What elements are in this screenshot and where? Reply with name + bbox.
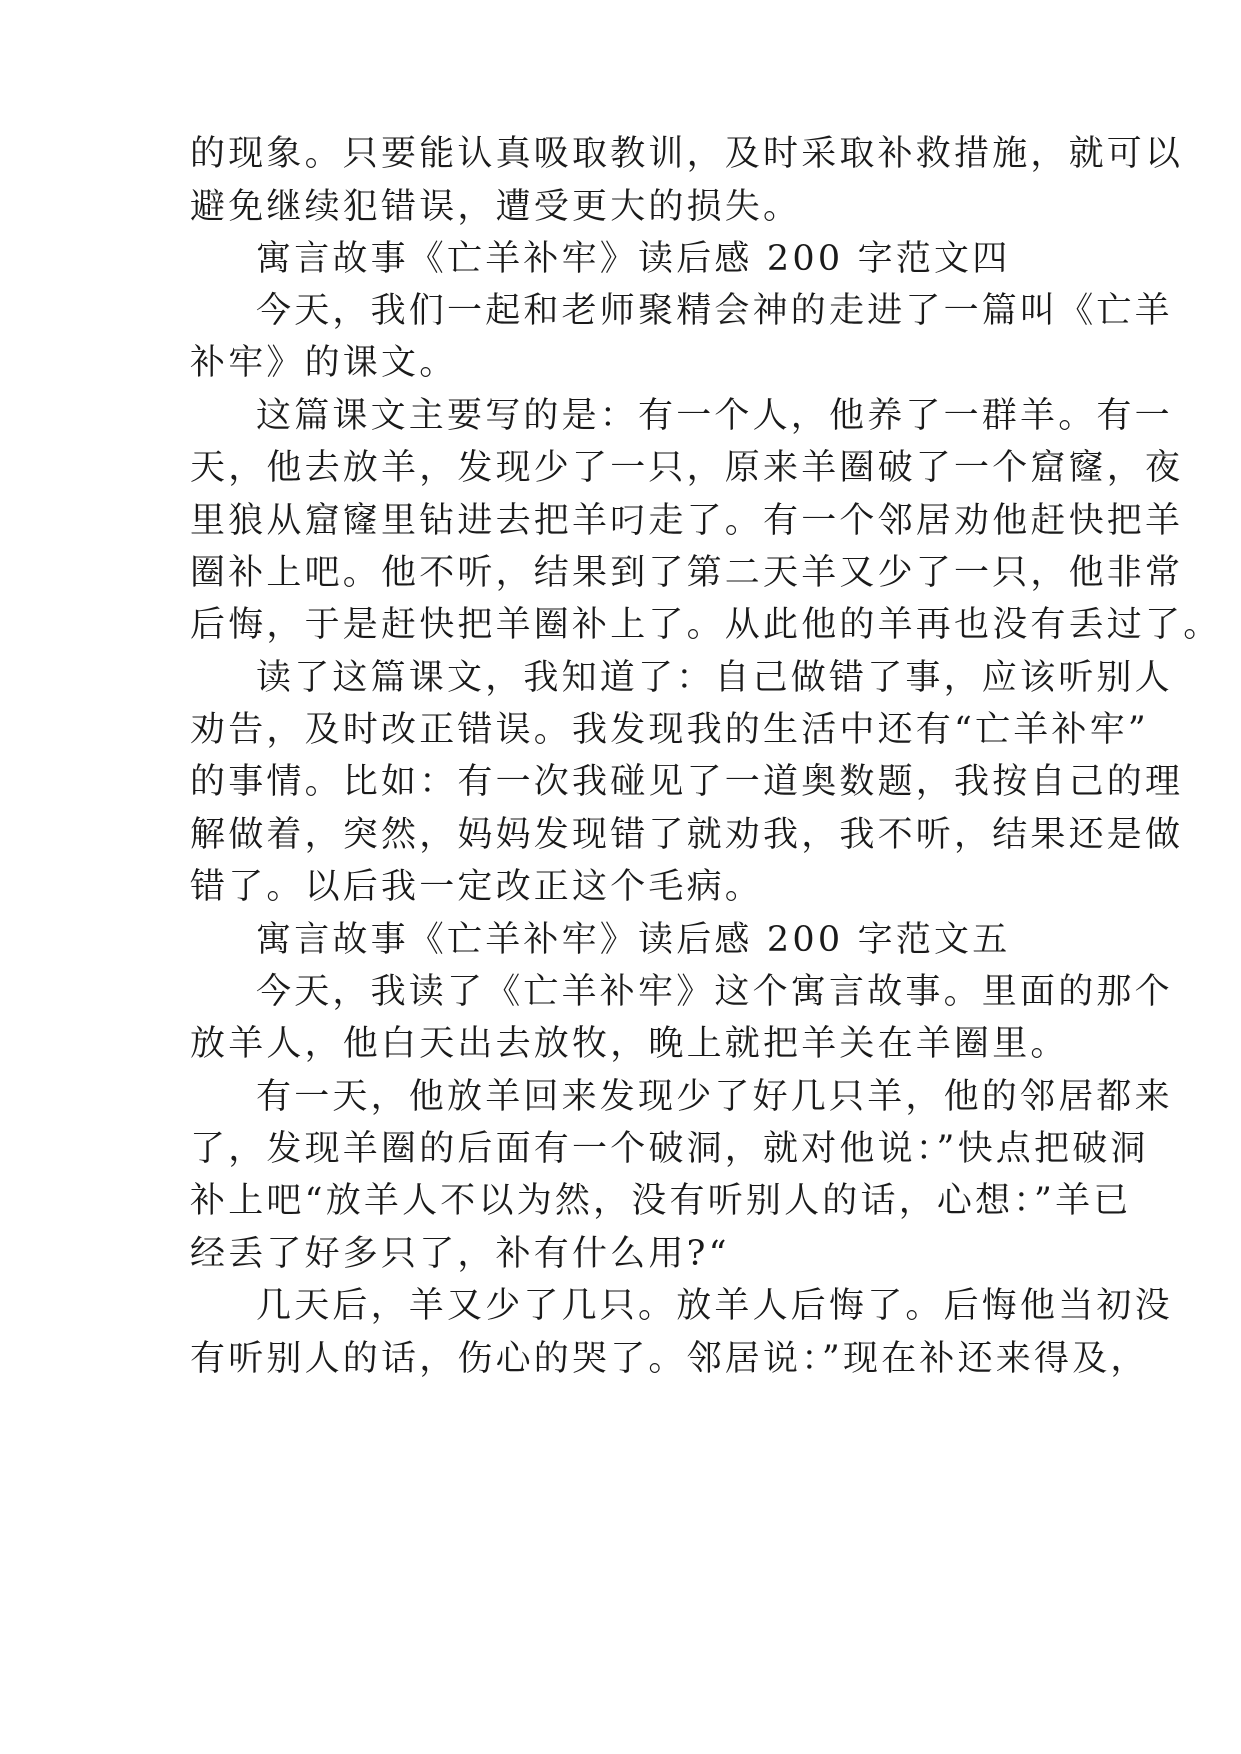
paragraph-line: 里狼从窟窿里钻进去把羊叼走了。有一个邻居劝他赶快把羊 [190,501,1184,541]
paragraph-line: 补牢》的课文。 [190,343,458,383]
paragraph-line: 劝告，及时改正错误。我发现我的生活中还有“亡羊补牢” [190,710,1149,750]
paragraph-line: 解做着，突然，妈妈发现错了就劝我，我不听，结果还是做 [190,815,1184,855]
paragraph-line: 补上吧“放羊人不以为然，没有听别人的话，心想：”羊已 [190,1181,1132,1221]
paragraph-line: 这篇课文主要写的是：有一个人，他养了一群羊。有一 [256,396,1173,436]
paragraph-line: 了，发现羊圈的后面有一个破洞，就对他说：”快点把破洞 [190,1129,1149,1169]
paragraph-line: 的现象。只要能认真吸取教训，及时采取补救措施，就可以 [190,134,1184,174]
paragraph-line: 放羊人，他白天出去放牧，晚上就把羊关在羊圈里。 [190,1024,1069,1064]
paragraph-line: 有一天，他放羊回来发现少了好几只羊，他的邻居都来 [256,1077,1173,1117]
paragraph-line: 的事情。比如：有一次我碰见了一道奥数题，我按自己的理 [190,762,1184,802]
paragraph-line: 读了这篇课文，我知道了：自己做错了事，应该听别人 [256,658,1173,698]
paragraph-line: 今天，我们一起和老师聚精会神的走进了一篇叫《亡羊 [256,291,1173,331]
section-heading: 寓言故事《亡羊补牢》读后感 200 字范文五 [256,920,1011,960]
paragraph-line: 错了。以后我一定改正这个毛病。 [190,867,764,907]
paragraph-line: 有听别人的话，伤心的哭了。邻居说：”现在补还来得及， [190,1339,1149,1379]
paragraph-line: 今天，我读了《亡羊补牢》这个寓言故事。里面的那个 [256,972,1173,1012]
paragraph-line: 避免继续犯错误，遭受更大的损失。 [190,187,802,227]
paragraph-line: 后悔，于是赶快把羊圈补上了。从此他的羊再也没有丢过了。 [190,605,1222,645]
paragraph-line: 经丢了好多只了，补有什么用?“ [190,1234,730,1274]
paragraph-line: 天，他去放羊，发现少了一只，原来羊圈破了一个窟窿，夜 [190,448,1184,488]
paragraph-line: 几天后，羊又少了几只。放羊人后悔了。后悔他当初没 [256,1286,1173,1326]
section-heading: 寓言故事《亡羊补牢》读后感 200 字范文四 [256,239,1011,279]
paragraph-line: 圈补上吧。他不听，结果到了第二天羊又少了一只，他非常 [190,553,1184,593]
